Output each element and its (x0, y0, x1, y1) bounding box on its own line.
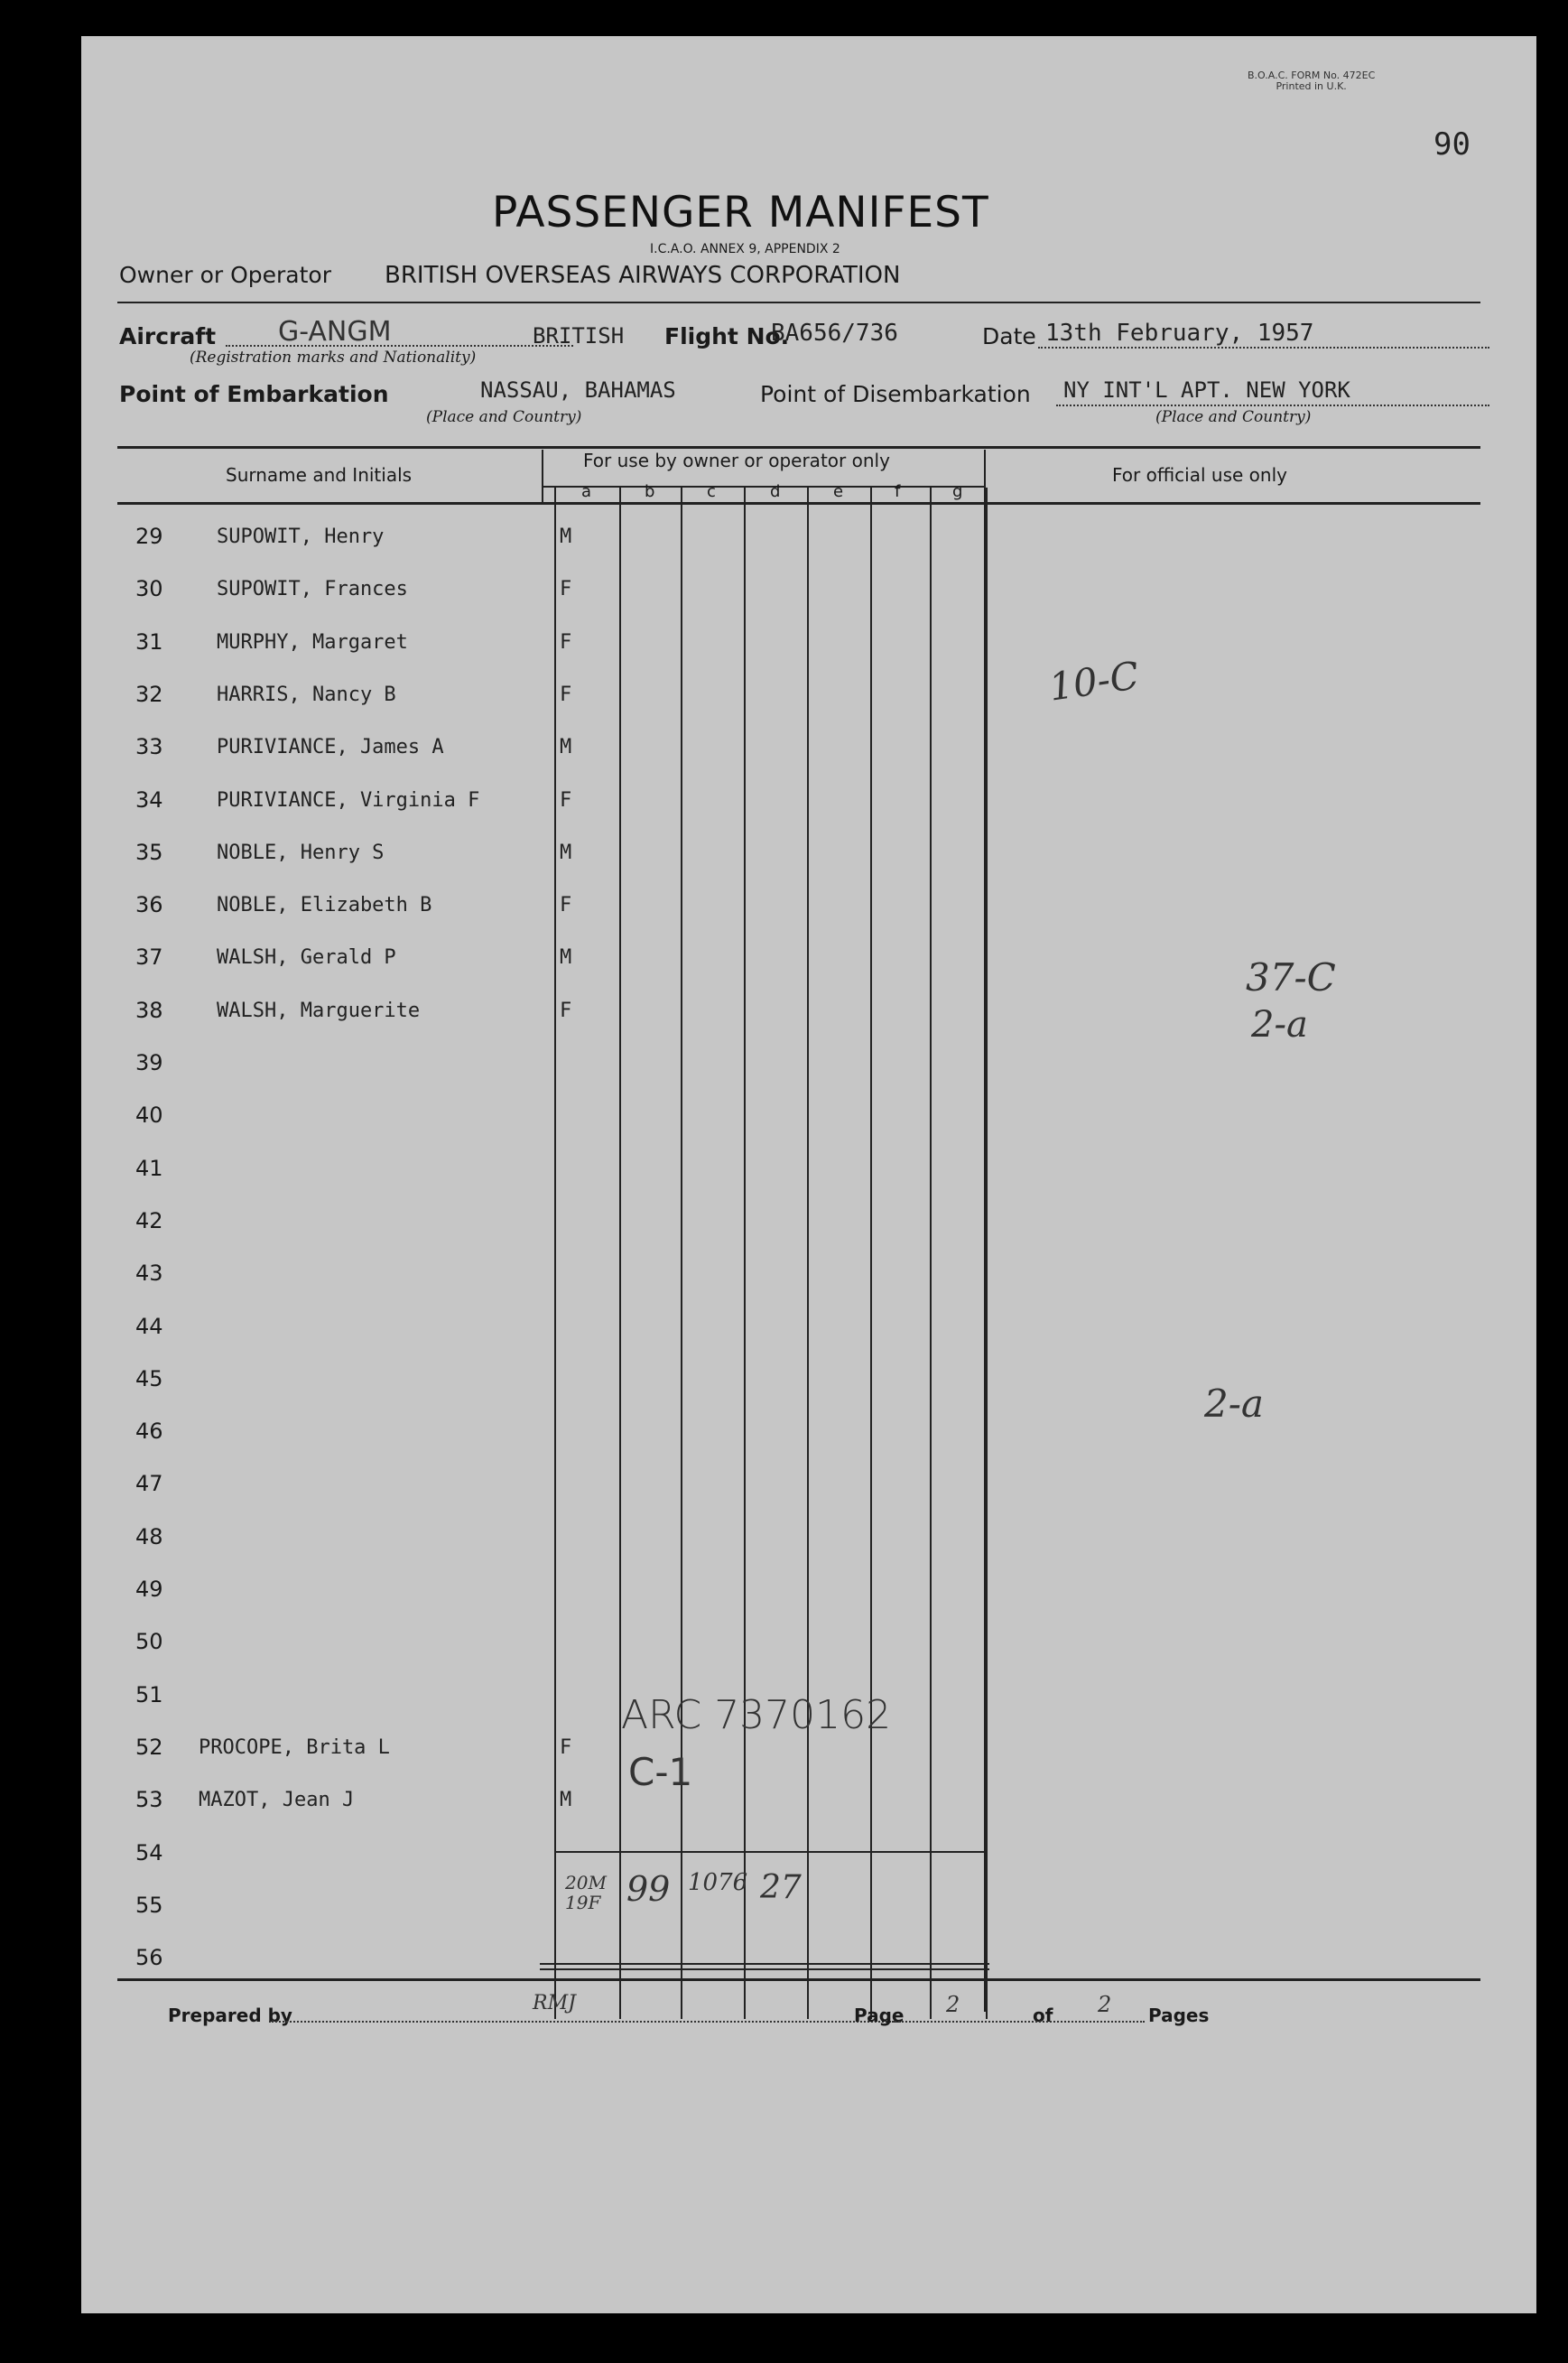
form-code (1248, 70, 1375, 92)
passenger-name: HARRIS, Nancy B (217, 683, 396, 706)
passenger-sex: F (560, 788, 572, 812)
row-number: 34 (135, 786, 163, 813)
row-number: 55 (135, 1892, 163, 1918)
passenger-sex: M (560, 736, 572, 759)
column-line-0 (554, 488, 556, 2019)
official-note-3: 2-a (1251, 1004, 1308, 1046)
page-number: 90 (1433, 126, 1471, 163)
official-note-4: 2-a (1204, 1382, 1264, 1426)
row-number: 40 (135, 1102, 163, 1129)
owner-label: Owner or Operator (119, 262, 331, 288)
passenger-sex: F (560, 999, 572, 1022)
official-note-2: 37-C (1246, 955, 1336, 1000)
passenger-name: MURPHY, Margaret (217, 630, 408, 654)
passenger-name: MAZOT, Jean J (199, 1789, 355, 1812)
page-label: Page (854, 2005, 905, 2026)
passenger-sex: F (560, 630, 572, 654)
totals-gender (565, 1873, 607, 1912)
flight-label: Flight No. (664, 323, 790, 349)
column-letter-c: c (707, 482, 716, 501)
embarkation-note: (Place and Country) (426, 408, 582, 426)
disembarkation-underline (1056, 405, 1489, 406)
passenger-name: SUPOWIT, Henry (217, 526, 385, 548)
passenger-sex: F (560, 683, 572, 706)
passenger-name: NOBLE, Henry S (217, 841, 385, 864)
embarkation-value: NASSAU, BAHAMAS (480, 377, 676, 403)
column-line-1 (619, 488, 621, 2019)
row-number: 41 (135, 1155, 163, 1181)
owner-subheader-rule (542, 486, 984, 488)
pages-label: Pages (1148, 2005, 1210, 2026)
passenger-name: WALSH, Marguerite (217, 999, 421, 1022)
row-number: 46 (135, 1419, 163, 1445)
flight-number: BA656/736 (771, 320, 898, 347)
totals-bottom-rule-1 (540, 1963, 989, 1965)
manifest-subtitle: I.C.A.O. ANNEX 9, APPENDIX 2 (650, 242, 840, 256)
table-top-rule (117, 446, 1480, 449)
row-number: 53 (135, 1787, 163, 1813)
official-use-header: For official use only (1112, 464, 1287, 486)
column-line-6 (930, 488, 932, 2019)
header-rule (117, 302, 1480, 303)
row-number: 37 (135, 944, 163, 971)
passenger-sex: M (560, 841, 572, 864)
passenger-sex: M (560, 1789, 572, 1812)
row-number: 50 (135, 1629, 163, 1655)
manifest-sheet (81, 36, 1536, 2313)
table-header-rule (117, 502, 1480, 505)
surname-header: Surname and Initials (226, 464, 413, 486)
passenger-name: PROCOPE, Brita L (199, 1735, 390, 1759)
row-number: 49 (135, 1577, 163, 1602)
column-letter-e: e (833, 482, 844, 501)
column-line-5 (870, 488, 872, 2019)
passenger-name: PURIVIANCE, James A (217, 736, 444, 759)
totals-rule (554, 1851, 988, 1853)
disembarkation-note: (Place and Country) (1155, 408, 1312, 426)
passenger-name: NOBLE, Elizabeth B (217, 894, 432, 917)
row-number: 44 (135, 1313, 163, 1339)
passenger-sex: M (560, 526, 572, 548)
owner-value: BRITISH OVERSEAS AIRWAYS CORPORATION (385, 262, 901, 289)
row-number: 42 (135, 1207, 163, 1233)
official-note-1: 10-C (1046, 653, 1142, 710)
totals-male: 20M (565, 1872, 607, 1893)
passenger-name: WALSH, Gerald P (217, 946, 396, 970)
disembarkation-label: Point of Disembarkation (760, 381, 1031, 407)
row-number: 32 (135, 681, 163, 707)
date-underline (1038, 347, 1489, 349)
manifest-title: PASSENGER MANIFEST (492, 188, 989, 237)
date-label: Date (982, 323, 1036, 349)
totals-female: 19F (565, 1892, 601, 1913)
row-number: 39 (135, 1050, 163, 1075)
passenger-sex: M (560, 946, 572, 970)
aircraft-nationality: BRITISH (533, 323, 625, 349)
prepared-underline (269, 2021, 901, 2023)
form-code-text: B.O.A.C. FORM No. 472EC (1248, 70, 1376, 81)
page-total: 2 (1098, 1992, 1112, 2017)
row-number: 31 (135, 628, 163, 655)
row-number: 33 (135, 734, 163, 760)
column-line-4 (807, 488, 809, 2019)
passenger-name: PURIVIANCE, Virginia F (217, 788, 480, 812)
row-number: 30 (135, 576, 163, 602)
totals-bottom-rule-2 (540, 1968, 989, 1970)
preparer-initials: RMJ (533, 1992, 576, 2014)
row-number: 38 (135, 997, 163, 1023)
arc-number: ARC 7370162 (621, 1692, 892, 1738)
totals-d: 27 (760, 1869, 802, 1906)
page-underline (892, 2021, 1145, 2023)
column-letter-f: f (895, 482, 901, 501)
owner-use-header: For use by owner or operator only (583, 450, 890, 471)
column-letter-a: a (581, 482, 592, 501)
passenger-sex: F (560, 578, 572, 601)
aircraft-registration: G-ANGM (278, 316, 392, 348)
date-value: 13th February, 1957 (1045, 320, 1314, 347)
disembarkation-value: NY INT'L APT. NEW YORK (1063, 377, 1350, 403)
passenger-sex: F (560, 894, 572, 917)
embarkation-label: Point of Embarkation (119, 381, 389, 407)
totals-c: 1076 (688, 1869, 748, 1896)
c1-mark: C-1 (628, 1750, 693, 1794)
column-letter-d: d (770, 482, 781, 501)
printed-text: Printed in U.K. (1276, 80, 1347, 92)
row-number: 47 (135, 1471, 163, 1497)
row-number: 43 (135, 1261, 163, 1287)
column-letter-b: b (645, 482, 655, 501)
aircraft-label: Aircraft (119, 323, 217, 349)
column-line-7 (986, 488, 988, 2019)
passenger-sex: F (560, 1735, 572, 1759)
row-number: 54 (135, 1839, 163, 1865)
row-number: 52 (135, 1734, 163, 1760)
row-number: 48 (135, 1523, 163, 1549)
owner-block-left (542, 450, 543, 504)
prepared-label: Prepared by (168, 2005, 292, 2026)
row-number: 51 (135, 1681, 163, 1707)
row-number: 45 (135, 1365, 163, 1391)
column-letter-g: g (952, 482, 963, 501)
row-number: 29 (135, 524, 163, 549)
column-line-3 (744, 488, 746, 2019)
of-label: of (1033, 2005, 1053, 2026)
passenger-name: SUPOWIT, Frances (217, 578, 408, 601)
totals-b: 99 (626, 1869, 671, 1909)
row-number: 36 (135, 892, 163, 918)
row-number: 35 (135, 839, 163, 865)
page-current: 2 (946, 1992, 960, 2017)
footer-rule (117, 1978, 1480, 1981)
row-number: 56 (135, 1945, 163, 1971)
aircraft-note: (Registration marks and Nationality) (190, 349, 477, 367)
